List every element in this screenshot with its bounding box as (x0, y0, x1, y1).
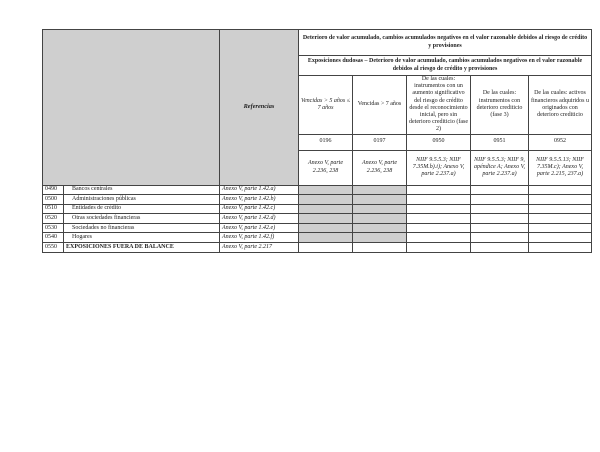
table-row (43, 214, 592, 224)
column-code-0950: 0950 (407, 134, 471, 150)
cell-0490-0196 (299, 185, 353, 195)
references-label: Referencias (243, 103, 275, 111)
column-code-0951: 0951 (471, 134, 529, 150)
column-code-0952: 0952 (529, 134, 592, 150)
cell-0510-0196 (299, 204, 353, 214)
column-ref-0952: NIIF 9.5.5.13; NIIF 7.35M.c); Anexo V, parte 2.215, 237.a) (529, 150, 592, 185)
row-label: Entidades de crédito (64, 204, 220, 214)
cell-0550-0952[interactable] (529, 243, 592, 253)
row-code: 0520 (43, 214, 64, 224)
table-row (43, 204, 592, 214)
table-row (43, 233, 592, 243)
column-code-0196: 0196 (299, 134, 353, 150)
cell-0520-0197 (353, 214, 407, 224)
row-ref: Anexo V, parte 1.42.a) (220, 185, 299, 195)
column-ref-0197: Anexo V, parte 2.236, 238 (353, 150, 407, 185)
cell-0530-0952[interactable] (529, 223, 592, 233)
cell-0550-0950[interactable] (407, 243, 471, 253)
cell-0520-0950[interactable] (407, 214, 471, 224)
cell-0540-0197 (353, 233, 407, 243)
cell-0490-0951[interactable] (471, 185, 529, 195)
references-header-cell (220, 30, 299, 186)
row-code: 0540 (43, 233, 64, 243)
cell-0540-0950[interactable] (407, 233, 471, 243)
row-ref: Anexo V, parte 1.42.d) (220, 214, 299, 224)
cell-0500-0951[interactable] (471, 195, 529, 205)
table-row (43, 243, 592, 253)
row-code: 0530 (43, 223, 64, 233)
cell-0490-0197 (353, 185, 407, 195)
corner-blank-cell (43, 30, 220, 186)
row-ref: Anexo V, parte 1.42.b) (220, 195, 299, 205)
row-label: EXPOSICIONES FUERA DE BALANCE (64, 243, 220, 253)
cell-0520-0952[interactable] (529, 214, 592, 224)
row-label: Bancos centrales (64, 185, 220, 195)
doubtful-title-header: Exposiciones dudosas – Deterioro de valor acumulado, cambios acumulados negativos en el valor razonable debidos al riesgo de crédito y provisiones (299, 56, 592, 76)
cell-0510-0951[interactable] (471, 204, 529, 214)
row-ref: Anexo V, parte 1.42.e) (220, 223, 299, 233)
row-label: Otras sociedades financieras (64, 214, 220, 224)
cell-0530-0197 (353, 223, 407, 233)
column-ref-0196: Anexo V, parte 2.236, 238 (299, 150, 353, 185)
cell-0540-0951[interactable] (471, 233, 529, 243)
column-label-0952: De las cuales: activos financieros adquiridos u originados con deterioro crediticio (529, 76, 592, 135)
cell-0550-0196[interactable] (299, 243, 353, 253)
column-ref-0950: NIIF 9.5.5.3; NIIF 7.35M.b).i); Anexo V, parte 2.237.a) (407, 150, 471, 185)
table-row (43, 223, 592, 233)
cell-0500-0950[interactable] (407, 195, 471, 205)
cell-0490-0952[interactable] (529, 185, 592, 195)
column-label-0196: Vencidas > 5 años ≤ 7 años (299, 76, 353, 135)
group-title-header: Deterioro de valor acumulado, cambios acumulados negativos en el valor razonable debidos al riesgo de crédito y provisiones (299, 30, 592, 56)
cell-0490-0950[interactable] (407, 185, 471, 195)
cell-0550-0951[interactable] (471, 243, 529, 253)
table-row (43, 185, 592, 195)
column-code-0197: 0197 (353, 134, 407, 150)
cell-0540-0196 (299, 233, 353, 243)
column-ref-0951: NIIF 9.5.5.3; NIIF 9, apéndice A; Anexo V, parte 2.237.a) (471, 150, 529, 185)
row-ref: Anexo V, parte 1.42.f) (220, 233, 299, 243)
row-code: 0500 (43, 195, 64, 205)
regulatory-template-table (42, 29, 592, 253)
row-ref: Anexo V, parte 2.217 (220, 243, 299, 253)
cell-0550-0197[interactable] (353, 243, 407, 253)
column-label-0950: De las cuales: instrumentos con un aumento significativo del riesgo de crédito desde el reconocimiento inicial, pero sin deterioro crediticio (fase 2) (407, 76, 471, 135)
cell-0510-0197 (353, 204, 407, 214)
cell-0510-0952[interactable] (529, 204, 592, 214)
cell-0520-0951[interactable] (471, 214, 529, 224)
column-label-0951: De las cuales: instrumentos con deterioro crediticio (fase 3) (471, 76, 529, 135)
cell-0500-0197 (353, 195, 407, 205)
row-ref: Anexo V, parte 1.42.c) (220, 204, 299, 214)
row-label: Hogares (64, 233, 220, 243)
cell-0510-0950[interactable] (407, 204, 471, 214)
row-code: 0510 (43, 204, 64, 214)
row-code: 0550 (43, 243, 64, 253)
row-code: 0490 (43, 185, 64, 195)
cell-0530-0196 (299, 223, 353, 233)
cell-0530-0950[interactable] (407, 223, 471, 233)
row-label: Administraciones públicas (64, 195, 220, 205)
cell-0520-0196 (299, 214, 353, 224)
cell-0530-0951[interactable] (471, 223, 529, 233)
cell-0500-0952[interactable] (529, 195, 592, 205)
row-label: Sociedades no financieras (64, 223, 220, 233)
cell-0540-0952[interactable] (529, 233, 592, 243)
column-label-0197: Vencidas > 7 años (353, 76, 407, 135)
table-row (43, 195, 592, 205)
cell-0500-0196 (299, 195, 353, 205)
